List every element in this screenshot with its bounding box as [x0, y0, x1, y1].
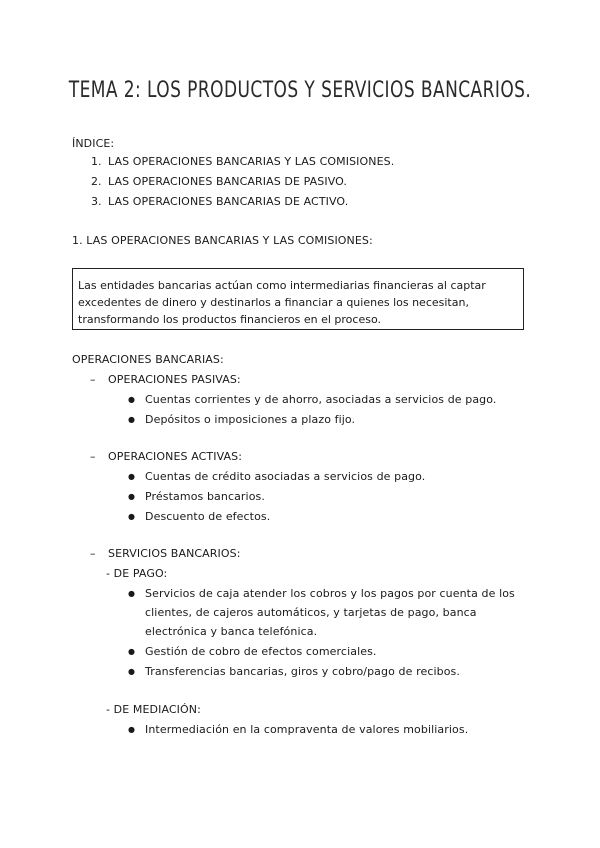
servicios-heading: SERVICIOS BANCARIOS: — [108, 547, 241, 560]
list-item: Cuentas corrientes y de ahorro, asociadas a servicios de pago. — [145, 393, 497, 406]
list-item: Préstamos bancarios. — [145, 490, 265, 503]
list-item: Servicios de caja atender los cobros y los pagos por cuenta de los — [145, 587, 515, 600]
dash-marker: – — [90, 450, 96, 463]
definition-line: excedentes de dinero y destinarlos a financiar a quienes los necesitan, — [78, 296, 469, 309]
list-item: Intermediación en la compraventa de valores mobiliarios. — [145, 723, 469, 736]
bullet-icon: ● — [128, 589, 135, 598]
de-mediacion-heading: - DE MEDIACIÓN: — [106, 703, 201, 716]
index-item-2: LAS OPERACIONES BANCARIAS DE PASIVO. — [108, 175, 348, 188]
dash-marker: – — [90, 547, 96, 560]
bullet-icon: ● — [128, 512, 135, 521]
activas-heading: OPERACIONES ACTIVAS: — [108, 450, 243, 463]
definition-line: Las entidades bancarias actúan como intermediarias financieras al captar — [78, 279, 486, 292]
list-item-continuation: electrónica y banca telefónica. — [145, 625, 318, 638]
index-item-1: LAS OPERACIONES BANCARIAS Y LAS COMISIONES. — [108, 155, 395, 168]
bullet-icon: ● — [128, 395, 135, 404]
de-pago-heading: - DE PAGO: — [106, 567, 168, 580]
list-item: Depósitos o imposiciones a plazo fijo. — [145, 413, 356, 426]
definition-line: transformando los productos financieros en el proceso. — [78, 313, 381, 326]
bullet-icon: ● — [128, 647, 135, 656]
section-heading: 1. LAS OPERACIONES BANCARIAS Y LAS COMISIONES: — [72, 234, 373, 247]
bullet-icon: ● — [128, 667, 135, 676]
index-number-3: 3. — [91, 195, 102, 208]
dash-marker: – — [90, 373, 96, 386]
index-item-3: LAS OPERACIONES BANCARIAS DE ACTIVO. — [108, 195, 349, 208]
index-number-2: 2. — [91, 175, 102, 188]
definition-box — [72, 268, 524, 330]
bullet-icon: ● — [128, 415, 135, 424]
list-item: Transferencias bancarias, giros y cobro/pago de recibos. — [145, 665, 460, 678]
pasivas-heading: OPERACIONES PASIVAS: — [108, 373, 241, 386]
index-number-1: 1. — [91, 155, 102, 168]
list-item: Gestión de cobro de efectos comerciales. — [145, 645, 377, 658]
bullet-icon: ● — [128, 492, 135, 501]
list-item-continuation: clientes, de cajeros automáticos, y tarjetas de pago, banca — [145, 606, 477, 619]
page-title: TEMA 2: LOS PRODUCTOS Y SERVICIOS BANCARIOS. — [68, 78, 532, 103]
list-item: Descuento de efectos. — [145, 510, 271, 523]
operaciones-heading: OPERACIONES BANCARIAS: — [72, 353, 224, 366]
list-item: Cuentas de crédito asociadas a servicios de pago. — [145, 470, 426, 483]
index-heading: ÍNDICE: — [72, 137, 115, 150]
bullet-icon: ● — [128, 472, 135, 481]
bullet-icon: ● — [128, 725, 135, 734]
